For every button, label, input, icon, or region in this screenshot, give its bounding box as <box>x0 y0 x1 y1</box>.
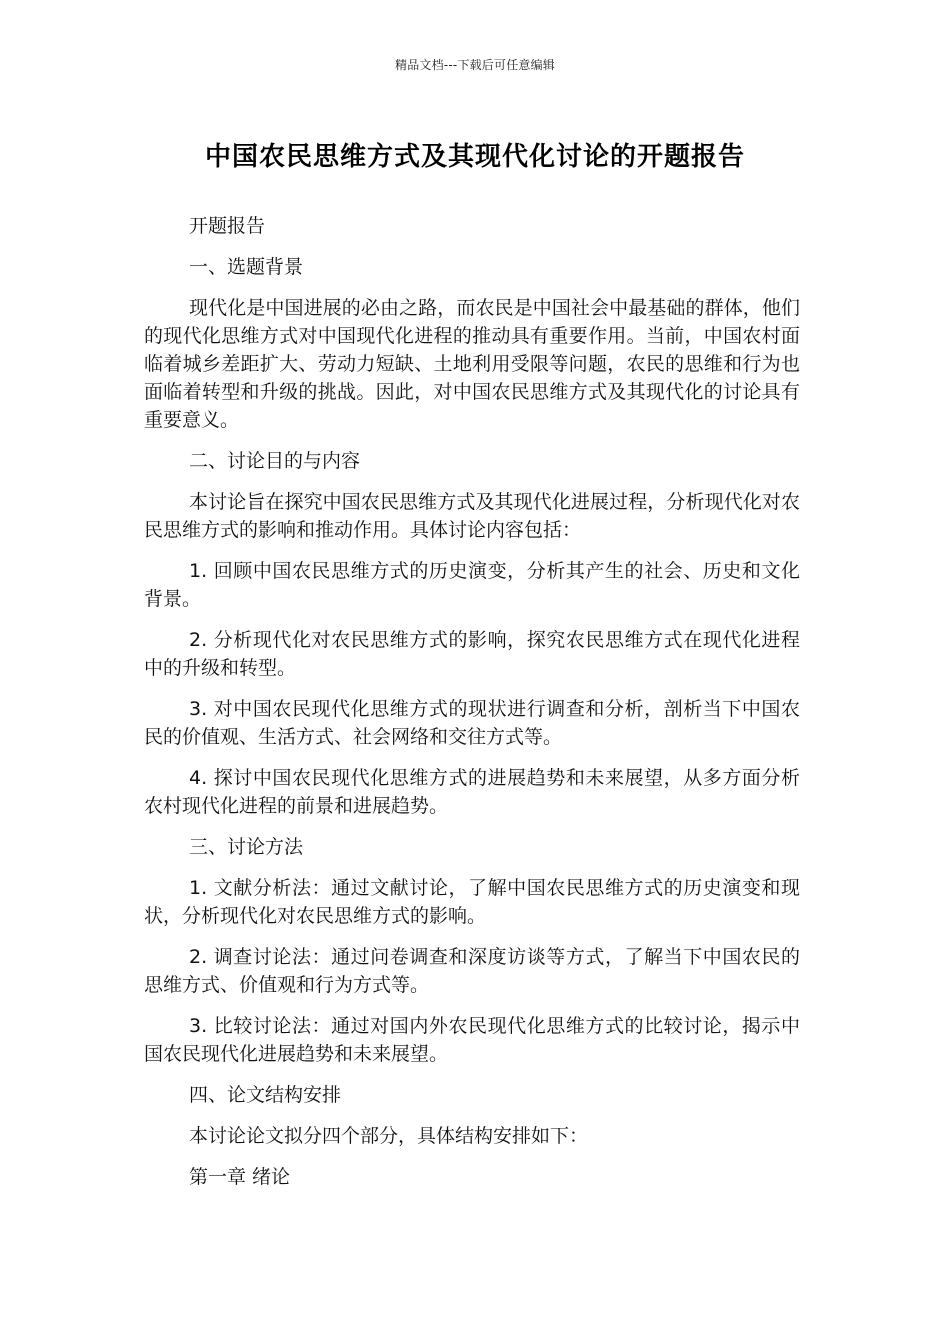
subtitle-report: 开题报告 <box>189 215 266 237</box>
list-item-method-1: 1. 文献分析法：通过文献讨论，了解中国农民思维方式的历史演变和现状，分析现代化对农民思维方式的影响。 <box>144 877 800 927</box>
page-header-watermark: 精品文档---下载后可任意编辑 <box>395 58 555 72</box>
list-item-method-3: 3. 比较讨论法：通过对国内外农民现代化思维方式的比较讨论，揭示中国农民现代化进展趋势和未来展望。 <box>144 1015 800 1065</box>
list-item-method-2: 2. 调查讨论法：通过问卷调查和深度访谈等方式，了解当下中国农民的思维方式、价值观和行为方式等。 <box>144 946 800 996</box>
chapter-heading-1: 第一章 绪论 <box>189 1166 291 1188</box>
section-heading-background: 一、选题背景 <box>189 256 304 278</box>
document-body <box>144 212 800 1204</box>
section-heading-structure: 四、论文结构安排 <box>189 1084 342 1106</box>
paragraph-purpose: 本讨论旨在探究中国农民思维方式及其现代化进展过程，分析现代化对农民思维方式的影响和推动作用。具体讨论内容包括： <box>144 491 800 541</box>
list-item-content-4: 4. 探讨中国农民现代化思维方式的进展趋势和未来展望，从多方面分析农村现代化进程的前景和进展趋势。 <box>144 767 800 817</box>
paragraph-background: 现代化是中国进展的必由之路，而农民是中国社会中最基础的群体，他们的现代化思维方式对中国现代化进程的推动具有重要作用。当前，中国农村面临着城乡差距扩大、劳动力短缺、土地利用受限等问题，农民的思维和行为也面临着转型和升级的挑战。因此，对中国农民思维方式及其现代化的讨论具有重要意义。 <box>144 297 800 431</box>
document-title: 中国农民思维方式及其现代化讨论的开题报告 <box>204 142 745 172</box>
section-heading-purpose: 二、讨论目的与内容 <box>189 450 361 472</box>
list-item-content-3: 3. 对中国农民现代化思维方式的现状进行调查和分析，剖析当下中国农民的价值观、生活方式、社会网络和交往方式等。 <box>144 698 800 748</box>
section-heading-methods: 三、讨论方法 <box>189 836 304 858</box>
paragraph-structure: 本讨论论文拟分四个部分，具体结构安排如下： <box>189 1125 589 1147</box>
list-item-content-2: 2. 分析现代化对农民思维方式的影响，探究农民思维方式在现代化进程中的升级和转型。 <box>144 629 800 679</box>
list-item-content-1: 1. 回顾中国农民思维方式的历史演变，分析其产生的社会、历史和文化背景。 <box>144 560 800 610</box>
